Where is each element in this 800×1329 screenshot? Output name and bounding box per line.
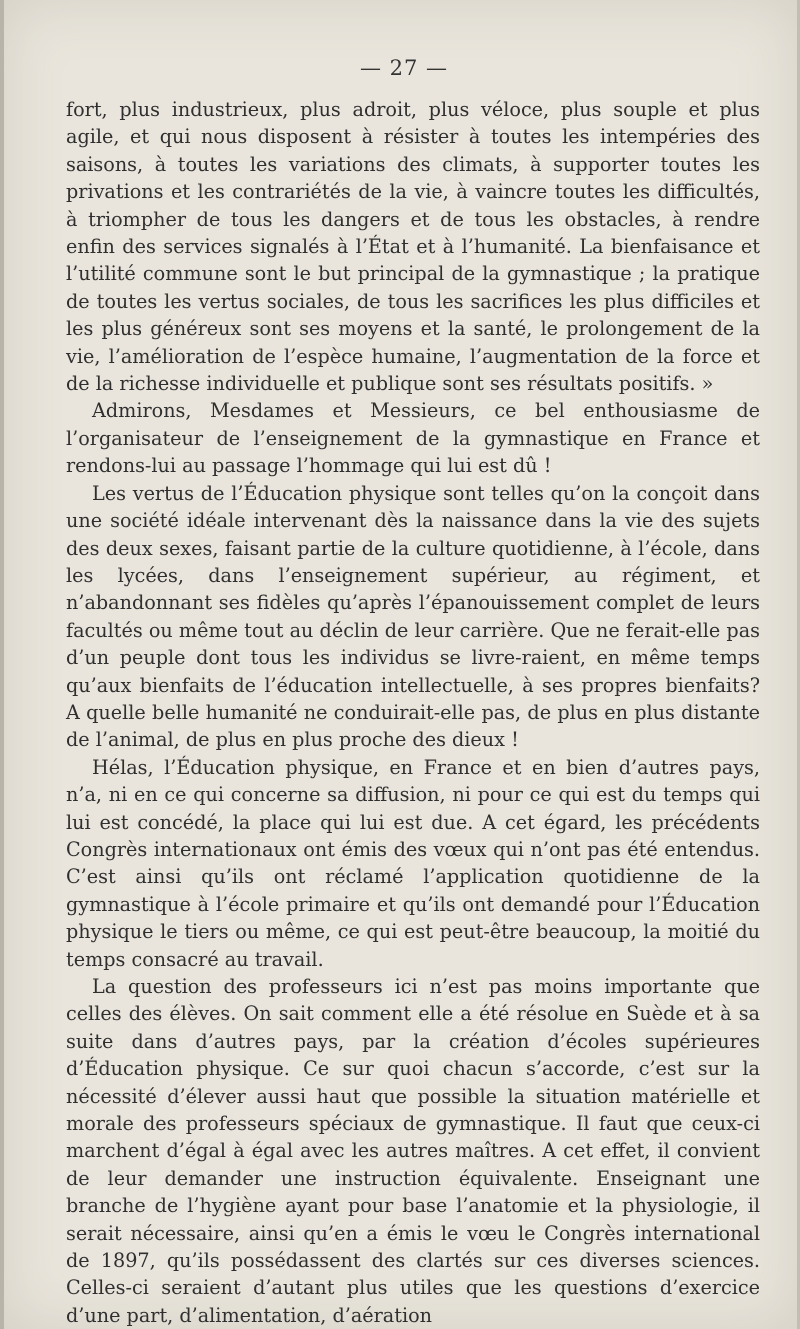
paragraph: Admirons, Mesdames et Messieurs, ce bel enthousiasme de l’organisateur de l’enseignement de la gymnastique en France et rendons-lui au passage l’hommage qui lui est dû ! bbox=[66, 399, 760, 478]
paragraph: Les vertus de l’Éducation physique sont telles qu’on la conçoit dans une société idéale intervenant dès la naissance dans la vie des sujets des deux sexes, faisant partie de la culture quotidienne, à l’école, dans les lycées, dans l’enseignement supérieur, au régiment, et n’abandonnant ses fidèles qu’après l’épanouissement complet de leurs facultés ou même tout au déclin de leur carrière. Que ne ferait-elle pas d’un peuple dont tous les individus se livre-raient, en même temps qu’aux bienfaits de l’éducation intellectuelle, à ses propres bienfaits? A quelle belle humanité ne conduirait-elle pas, de plus en plus distante de l’animal, de plus en plus proche des dieux ! bbox=[66, 481, 760, 752]
body-text bbox=[66, 96, 760, 1329]
page-number: — 27 — bbox=[359, 56, 449, 80]
paragraph: La question des professeurs ici n’est pas moins importante que celles des élèves. On sait comment elle a été résolue en Suède et à sa suite dans d’autres pays, par la création d’écoles supérieures d’Éducation physique. Ce sur quoi chacun s’accorde, c’est sur la nécessité d’élever aussi haut que possible la situation matérielle et morale des professeurs spéciaux de gymnastique. Il faut que ceux-ci marchent d’égal à égal avec les autres maîtres. A cet effet, il convient de leur demander une instruction équivalente. Enseignant une branche de l’hygiène ayant pour base l’anatomie et la physiologie, il serait nécessaire, ainsi qu’en a émis le vœu le Congrès international de 1897, qu’ils possédassent des clartés sur ces diverses sciences. Celles-ci seraient d’autant plus utiles que les questions d’exercice d’une part, d’alimentation, d’aération bbox=[66, 975, 760, 1327]
paragraph: fort, plus industrieux, plus adroit, plus véloce, plus souple et plus agile, et qui nous disposent à résister à toutes les intempéries des saisons, à toutes les variations des climats, à supporter toutes les privations et les contrariétés de la vie, à vaincre toutes les difficultés, à triompher de tous les dangers et de tous les obstacles, à rendre enfin des services signalés à l’État et à l’humanité. La bienfaisance et l’utilité commune sont le but principal de la gymnastique ; la pratique de toutes les vertus sociales, de tous les sacrifices les plus difficiles et les plus généreux sont ses moyens et la santé, le prolongement de la vie, l’amélioration de l’espèce humaine, l’augmentation de la force et de la richesse individuelle et publique sont ses résultats positifs. » bbox=[66, 98, 760, 396]
paragraph: Hélas, l’Éducation physique, en France et en bien d’autres pays, n’a, ni en ce qui concerne sa diffusion, ni pour ce qui est du temps qui lui est concédé, la place qui lui est due. A cet égard, les précédents Congrès internationaux ont émis des vœux qui n’ont pas été entendus. C’est ainsi qu’ils ont réclamé l’application quotidienne de la gymnastique à l’école primaire et qu’ils ont demandé pour l’Éducation physique le tiers ou même, ce qui est peut-être beaucoup, la moitié du temps consacré au travail. bbox=[66, 755, 760, 971]
